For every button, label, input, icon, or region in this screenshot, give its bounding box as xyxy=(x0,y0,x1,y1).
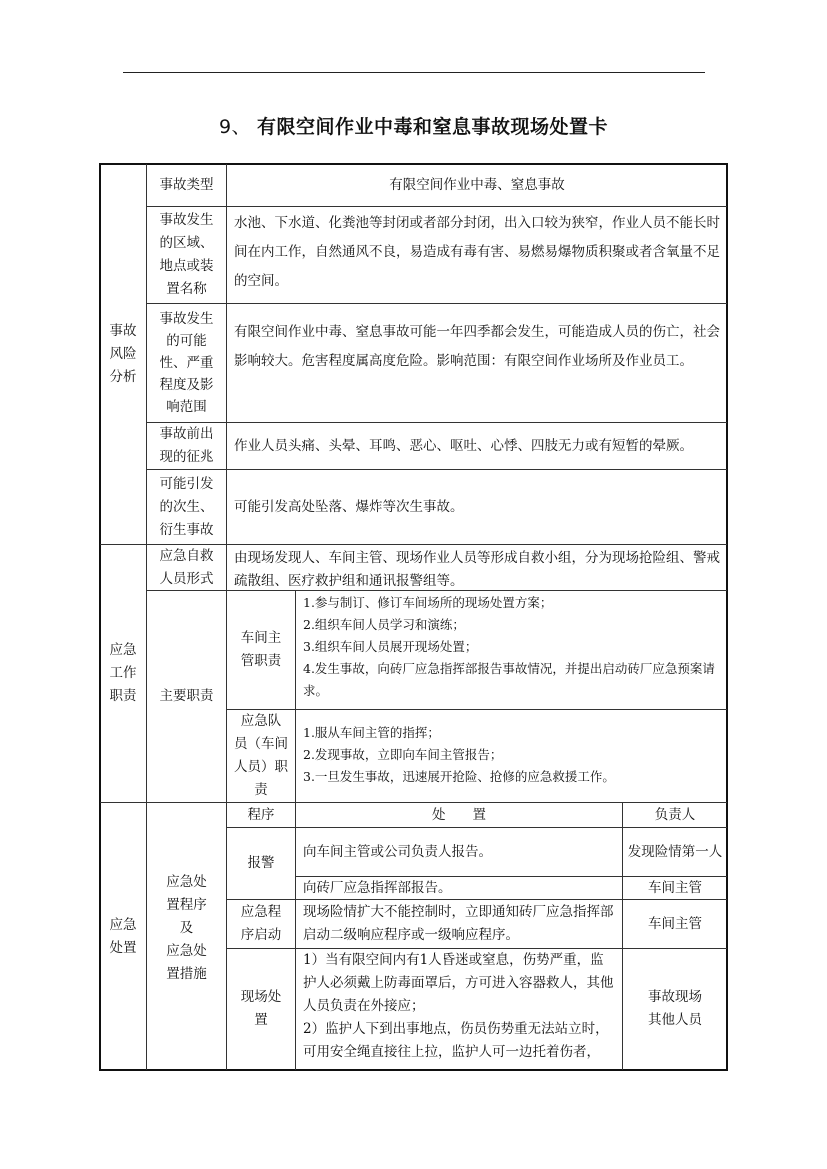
title-text: 有限空间作业中毒和窒息事故现场处置卡 xyxy=(257,116,609,138)
duty-item: 4.发生事故，向砖厂应急指挥部报告事故情况，并提出启动砖厂应急预案请求。 xyxy=(303,661,715,698)
self-rescue-value: 由现场发现人、车间主管、现场作业人员等形成自救小组，分为现场抢险组、警戒疏散组、医疗救护组和通讯报警组等。 xyxy=(234,550,720,589)
risk-row-label-accident-type: 事故类型 xyxy=(159,176,214,193)
risk-section-label: 事故 风险 分析 xyxy=(109,322,137,385)
risk-row-label-secondary: 可能引发 的次生、 衍生事故 xyxy=(159,475,214,538)
main-duty-label: 主要职责 xyxy=(159,688,214,704)
duty-item: 2.发现事故，立即向车间主管报告； xyxy=(303,747,503,762)
header-step: 程序 xyxy=(247,806,275,823)
role-items-team-member xyxy=(296,720,727,802)
grid-line xyxy=(146,303,727,304)
duty-item: 3.组织车间人员展开现场处置； xyxy=(303,639,478,654)
risk-row-label-area: 事故发生 的区域、 地点或装 置名称 xyxy=(159,212,214,297)
duty-item: 3.一旦发生事故，迅速展开抢险、抢修的应急救援工作。 xyxy=(303,769,615,784)
disposal-section-label: 应急 处置 xyxy=(109,916,137,956)
start-action: 现场险情扩大不能控制时，立即通知砖厂应急指挥部启动二级响应程序或一级响应程序。 xyxy=(303,904,614,943)
duty-item: 1.服从车间主管的指挥； xyxy=(303,725,440,740)
alarm-action-2: 向砖厂应急指挥部报告。 xyxy=(303,879,452,896)
duty-item: 2.组织车间人员学习和演练； xyxy=(303,617,465,632)
risk-row-value-accident-type: 有限空间作业中毒、窒息事故 xyxy=(389,176,565,193)
risk-row-value-area: 水池、下水道、化粪池等封闭或者部分封闭，出入口较为狭窄，作业人员不能长时间在内工作，自然通风不良，易造成有毒有害、易燃易爆物质积聚或者含氧量不足的空间。 xyxy=(234,215,720,289)
role-items-supervisor xyxy=(296,591,727,709)
onsite-action: 1）当有限空间内有1人昏迷或窒息，伤势严重，监护人必须戴上防毒面罩后，方可进入容器救人，其他人员负责在外接应； 2）监护人下到出事地点，伤员伤势重无法站立时，可用安全绳直接往上拉，监护人可一边托着伤者， xyxy=(303,952,614,1060)
duty-item: 1.参与制订、修订车间场所的现场处置方案； xyxy=(303,595,553,610)
onsite-owner: 事故现场 其他人员 xyxy=(648,989,702,1028)
risk-row-value-severity: 有限空间作业中毒、窒息事故可能一年四季都会发生，可能造成人员的伤亡，社会影响较大。危害程度属高度危险。影响范围：有限空间作业场所及作业员工。 xyxy=(234,324,720,369)
alarm-owner-2: 车间主管 xyxy=(648,879,702,896)
header-owner: 负责人 xyxy=(654,806,696,823)
grid-line xyxy=(226,709,727,710)
alarm-owner-1: 发现险情第一人 xyxy=(627,843,723,860)
risk-row-label-severity: 事故发生 的可能 性、严重 程度及影 响范围 xyxy=(159,311,214,415)
start-step: 应急程 序启动 xyxy=(240,904,282,943)
risk-row-value-secondary: 可能引发高处坠落、爆炸等次生事故。 xyxy=(234,498,464,515)
alarm-step: 报警 xyxy=(247,855,275,871)
role-label-team-member: 应急队 员（车间 人员）职 责 xyxy=(234,713,288,798)
header-rule xyxy=(123,72,705,73)
alarm-action-1: 向车间主管或公司负责人报告。 xyxy=(303,843,492,860)
risk-row-label-signs: 事故前出 现的征兆 xyxy=(159,426,214,465)
grid-line xyxy=(146,206,727,207)
start-owner: 车间主管 xyxy=(648,915,702,932)
page-title xyxy=(0,112,827,139)
duty-section-label: 应急 工作 职责 xyxy=(109,642,137,704)
risk-row-value-signs: 作业人员头痛、头晕、耳鸣、恶心、呕吐、心悸、四肢无力或有短暂的晕厥。 xyxy=(234,437,693,454)
role-label-supervisor: 车间主 管职责 xyxy=(240,630,282,669)
header-action: 处 置 xyxy=(432,806,486,823)
disposal-sub-label: 应急处 置程序 及 应急处 置措施 xyxy=(166,873,207,982)
onsite-step: 现场处 置 xyxy=(240,989,282,1028)
title-number: 9、 xyxy=(218,116,252,138)
self-rescue-label: 应急自救 人员形式 xyxy=(159,547,214,587)
